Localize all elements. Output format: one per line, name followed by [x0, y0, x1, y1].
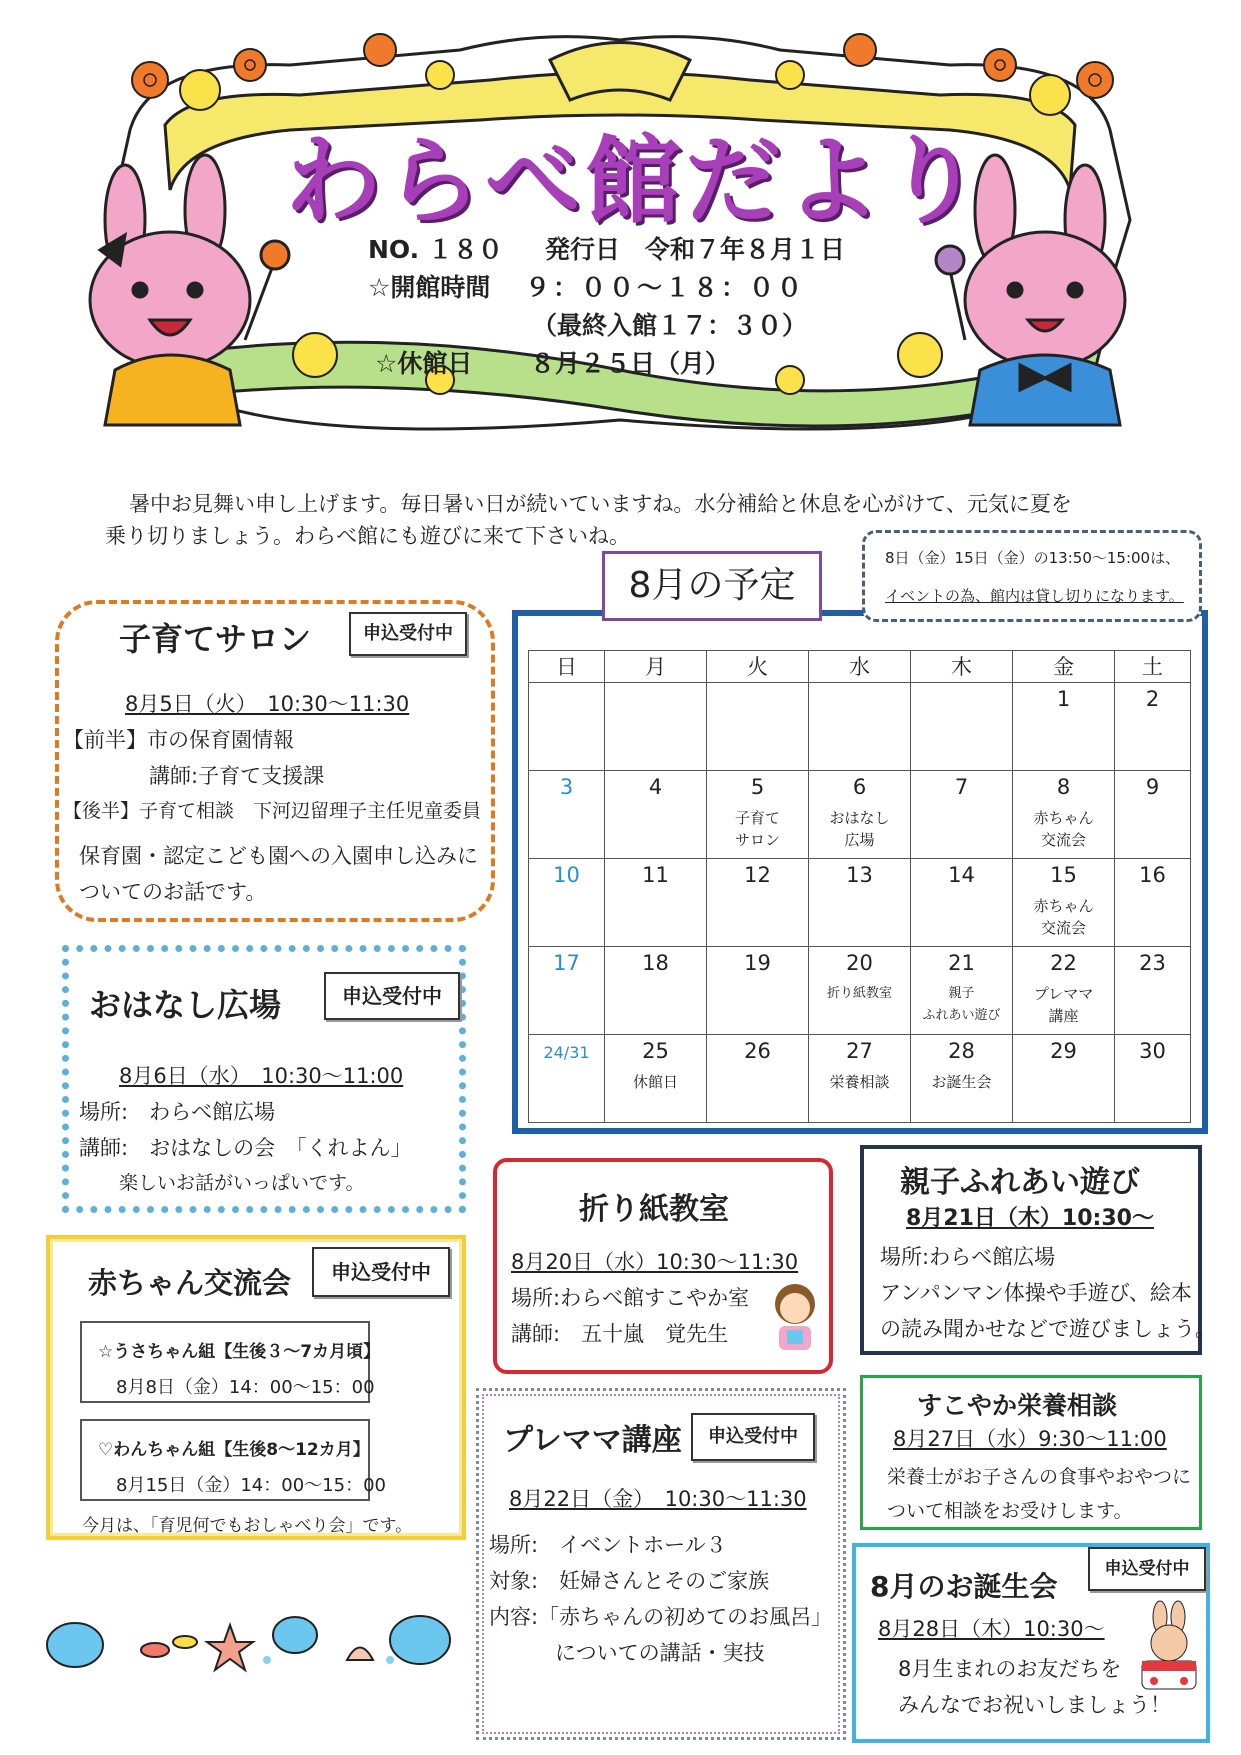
calendar-day-cell	[529, 771, 605, 859]
usachan-group-date: 8月8日（金）14：00～15：00	[116, 1377, 375, 1398]
day-number: 29	[1050, 1039, 1077, 1063]
day-event	[809, 807, 910, 851]
calendar-day-cell	[605, 947, 707, 1035]
calendar-day-cell	[1115, 771, 1191, 859]
day-number: 10	[553, 863, 580, 887]
day-number: 3	[559, 775, 574, 799]
girl-origami-icon	[767, 1280, 823, 1352]
day-number: 8	[1056, 775, 1071, 799]
calendar-day-cell	[529, 947, 605, 1035]
calendar-day-cell	[707, 1035, 809, 1123]
notice-line-1: 8日（金）15日（金）の13:50～15:00は、	[885, 549, 1181, 567]
birthday-line-2: みんなでお祝いしましょう！	[898, 1693, 1171, 1717]
salon-line-4: 保育園・認定こども園への入園申し込みに	[79, 844, 478, 868]
day-event	[707, 807, 808, 851]
origami-section	[493, 1158, 833, 1374]
event-line-1: お誕生会	[931, 1073, 992, 1091]
oyako-date: 8月21日（木）10:30～	[906, 1206, 1154, 1231]
usachan-group-name: ☆うさちゃん組【生後３～7カ月頃】	[98, 1342, 381, 1362]
oyako-section	[860, 1145, 1216, 1355]
starfish-icon	[207, 1625, 253, 1670]
day-number: 15	[1050, 863, 1077, 887]
calendar-day-cell	[1013, 859, 1115, 947]
day-number: 13	[846, 863, 873, 887]
day-number: 4	[648, 775, 663, 799]
day-number: 6	[852, 775, 867, 799]
day-number: 17	[553, 951, 580, 975]
ohanashi-line-2: 講師: おはなしの会 「くれよん」	[79, 1136, 412, 1160]
day-event	[809, 1071, 910, 1093]
akachan-title: 赤ちゃん交流会	[88, 1266, 292, 1300]
day-event	[605, 1071, 706, 1093]
premama-badge: 申込受付中	[691, 1413, 815, 1461]
day-event	[911, 983, 1012, 1027]
ohanashi-section	[62, 945, 466, 1213]
weekday-header: 土	[1115, 651, 1191, 683]
birthday-section	[852, 1543, 1210, 1743]
day-event	[1013, 983, 1114, 1027]
akachan-note: 今月は、「育児何でもおしゃべり会」です。	[82, 1516, 413, 1536]
fish-icon	[47, 1623, 103, 1667]
akachan-section	[46, 1235, 466, 1540]
day-number: 5	[750, 775, 765, 799]
sukoyaka-line-1: 栄養士がお子さんの食事やおやつに	[887, 1466, 1192, 1488]
birthday-date: 8月28日（木）10:30～	[878, 1617, 1105, 1641]
event-line-1: 赤ちゃん	[1033, 809, 1094, 827]
day-number: 1	[1056, 687, 1071, 711]
premama-date: 8月22日（金） 10:30～11:30	[509, 1487, 807, 1511]
calendar-day-cell	[1115, 947, 1191, 1035]
calendar-day-cell	[1115, 683, 1191, 771]
event-line-1: 親子	[948, 986, 975, 1001]
day-number: 7	[954, 775, 969, 799]
calendar-day-cell	[911, 1035, 1013, 1123]
calendar-day-cell	[707, 683, 809, 771]
rabbit-cake-icon	[1134, 1599, 1204, 1699]
issue-number: NO. １８０	[368, 235, 503, 264]
sea-creatures-decoration	[35, 1600, 460, 1690]
day-number: 2	[1145, 687, 1160, 711]
hours-label: ☆開館時間	[368, 273, 491, 302]
greeting-line-1: 暑中お見舞い申し上げます。毎日暑い日が続いていますね。水分補給と休息を心がけて、元気に夏を	[129, 492, 1072, 516]
salon-badge: 申込受付中	[349, 612, 467, 656]
event-line-1: 子育て	[734, 809, 780, 827]
calendar-week-row	[529, 683, 1191, 771]
calendar-day-cell	[529, 683, 605, 771]
day-number: 22	[1050, 951, 1077, 975]
opening-hours: ９：００～１８：００	[525, 273, 806, 302]
last-entry: （最終入館１７：３０）	[532, 311, 808, 340]
day-event	[1013, 895, 1114, 939]
calendar-day-cell	[605, 1035, 707, 1123]
akachan-badge: 申込受付中	[312, 1247, 450, 1297]
weekday-header: 金	[1013, 651, 1115, 683]
calendar-day-cell	[605, 771, 707, 859]
calendar-day-cell	[911, 683, 1013, 771]
premama-line-4: についての講話・実技	[555, 1641, 765, 1665]
ohanashi-badge: 申込受付中	[324, 972, 460, 1020]
weekday-header: 火	[707, 651, 809, 683]
day-number: 27	[846, 1039, 873, 1063]
wanchan-group-date: 8月15日（金）14：00～15：00	[116, 1475, 386, 1496]
day-number: 14	[948, 863, 975, 887]
salon-line-5: ついてのお話です。	[79, 880, 267, 904]
notice-line-2: イベントの為、館内は貸し切りになります。	[885, 587, 1184, 605]
day-event	[809, 983, 910, 1005]
ohanashi-line-3: 楽しいお話がいっぱいです。	[119, 1172, 365, 1194]
calendar-day-cell	[911, 947, 1013, 1035]
event-line-1: 赤ちゃん	[1033, 897, 1094, 915]
sukoyaka-title: すこやか栄養相談	[917, 1391, 1118, 1420]
premama-line-3: 内容:「赤ちゃんの初めてのお風呂」	[489, 1605, 833, 1629]
ohanashi-title: おはなし広場	[89, 986, 282, 1024]
day-number: 26	[744, 1039, 771, 1063]
event-line-1: 折り紙教室	[826, 986, 892, 1001]
day-number: 30	[1139, 1039, 1166, 1063]
day-number: 16	[1139, 863, 1166, 887]
salon-title: 子育てサロン	[119, 620, 312, 658]
calendar-day-cell	[809, 947, 911, 1035]
calendar-day-cell	[529, 1035, 605, 1123]
calendar-day-cell	[707, 771, 809, 859]
fish-icon	[173, 1636, 197, 1648]
salon-line-3: 【後半】子育て相談 下河辺留理子主任児童委員	[63, 800, 482, 822]
premama-line-1: 場所: イベントホール３	[489, 1533, 727, 1557]
premama-line-2: 対象: 妊婦さんとそのご家族	[489, 1569, 770, 1593]
origami-line-1: 場所:わらべ館すこやか室	[511, 1286, 750, 1310]
origami-line-2: 講師: 五十嵐 覚先生	[511, 1322, 729, 1346]
calendar-day-cell	[707, 859, 809, 947]
calendar-week-row	[529, 771, 1191, 859]
day-number: 28	[948, 1039, 975, 1063]
august-calendar	[528, 650, 1191, 1123]
weekday-header: 木	[911, 651, 1013, 683]
salon-line-2: 講師:子育て支援課	[149, 764, 325, 788]
event-line-2: 広場	[844, 831, 875, 849]
weekday-header: 月	[605, 651, 707, 683]
wanchan-group-box	[80, 1419, 386, 1501]
sukoyaka-section	[860, 1375, 1202, 1530]
premama-title: プレママ講座	[503, 1423, 682, 1458]
calendar-day-cell	[707, 947, 809, 1035]
calendar-day-cell	[911, 771, 1013, 859]
calendar-day-cell	[809, 771, 911, 859]
calendar-title: 8月の予定	[602, 551, 822, 621]
day-number: 20	[846, 951, 873, 975]
day-number: 12	[744, 863, 771, 887]
origami-title: 折り紙教室	[579, 1192, 729, 1227]
event-line-2: 交流会	[1040, 919, 1086, 937]
event-line-2: ふれあい遊び	[922, 1008, 1001, 1023]
birthday-title: 8月のお誕生会	[870, 1570, 1058, 1603]
event-line-2: サロン	[734, 831, 780, 849]
event-line-1: おはなし	[829, 809, 890, 827]
salon-date: 8月5日（火） 10:30～11:30	[125, 692, 410, 716]
calendar-week-row	[529, 1035, 1191, 1123]
day-event	[1013, 807, 1114, 851]
calendar-day-cell	[911, 859, 1013, 947]
fish-icon	[390, 1616, 450, 1664]
newsletter-title: わらべ館だより	[285, 125, 985, 237]
ohanashi-line-1: 場所: わらべ館広場	[79, 1100, 276, 1124]
day-number: 9	[1145, 775, 1160, 799]
weekday-header: 日	[529, 651, 605, 683]
event-line-1: 栄養相談	[829, 1073, 890, 1091]
calendar-day-cell	[1013, 683, 1115, 771]
calendar-day-cell	[605, 859, 707, 947]
calendar-day-cell	[1013, 771, 1115, 859]
greeting-line-2: 乗り切りましょう。わらべ館にも遊びに来て下さいね。	[105, 524, 630, 548]
ohanashi-date: 8月6日（水） 10:30～11:00	[119, 1064, 404, 1088]
day-number: 11	[642, 863, 669, 887]
day-number: 19	[744, 951, 771, 975]
birthday-badge: 申込受付中	[1088, 1547, 1206, 1591]
day-number: 25	[642, 1039, 669, 1063]
salon-section	[55, 600, 495, 922]
closed-label: ☆休館日	[375, 349, 473, 378]
sukoyaka-line-2: ついて相談をお受けします。	[887, 1500, 1133, 1522]
calendar-day-cell	[605, 683, 707, 771]
day-number: 23	[1139, 951, 1166, 975]
shell-icon	[347, 1648, 373, 1661]
oyako-line-2: アンパンマン体操や手遊び、絵本	[880, 1281, 1192, 1305]
wanchan-group-name: ♡わんちゃん組【生後8～12カ月】	[98, 1440, 370, 1460]
day-event	[911, 1071, 1012, 1093]
event-line-2: 交流会	[1040, 831, 1086, 849]
day-number: 21	[948, 951, 975, 975]
oyako-line-3: の読み聞かせなどで遊びましょう。	[880, 1317, 1216, 1341]
calendar-day-cell	[809, 859, 911, 947]
oyako-line-1: 場所:わらべ館広場	[880, 1245, 1056, 1269]
origami-date: 8月20日（水）10:30～11:30	[511, 1250, 799, 1274]
event-line-2: 講座	[1048, 1007, 1079, 1025]
calendar-day-cell	[1115, 1035, 1191, 1123]
event-line-1: プレママ	[1033, 985, 1094, 1003]
day-number: 24/31	[543, 1043, 590, 1062]
salon-line-1: 【前半】市の保育園情報	[63, 728, 294, 752]
weekday-header: 水	[809, 651, 911, 683]
oyako-title: 親子ふれあい遊び	[900, 1165, 1140, 1200]
calendar-week-row	[529, 947, 1191, 1035]
closure-notice	[862, 530, 1202, 622]
fish-icon	[141, 1643, 169, 1657]
calendar-day-cell	[1115, 859, 1191, 947]
closed-day: ８月２５日（月）	[530, 349, 731, 378]
calendar-day-cell	[1013, 1035, 1115, 1123]
calendar-week-row	[529, 859, 1191, 947]
jellyfish-icon	[273, 1617, 317, 1653]
event-line-1: 休館日	[632, 1073, 678, 1091]
calendar-day-cell	[1013, 947, 1115, 1035]
usachan-group-box	[80, 1321, 381, 1403]
sukoyaka-date: 8月27日（水）9:30～11:00	[893, 1427, 1167, 1451]
calendar-day-cell	[809, 1035, 911, 1123]
premama-section	[476, 1388, 846, 1740]
calendar-day-cell	[809, 683, 911, 771]
day-number: 18	[642, 951, 669, 975]
issue-date: 発行日 令和７年８月１日	[545, 235, 846, 264]
birthday-line-1: 8月生まれのお友だちを	[898, 1657, 1122, 1681]
calendar-day-cell	[529, 859, 605, 947]
